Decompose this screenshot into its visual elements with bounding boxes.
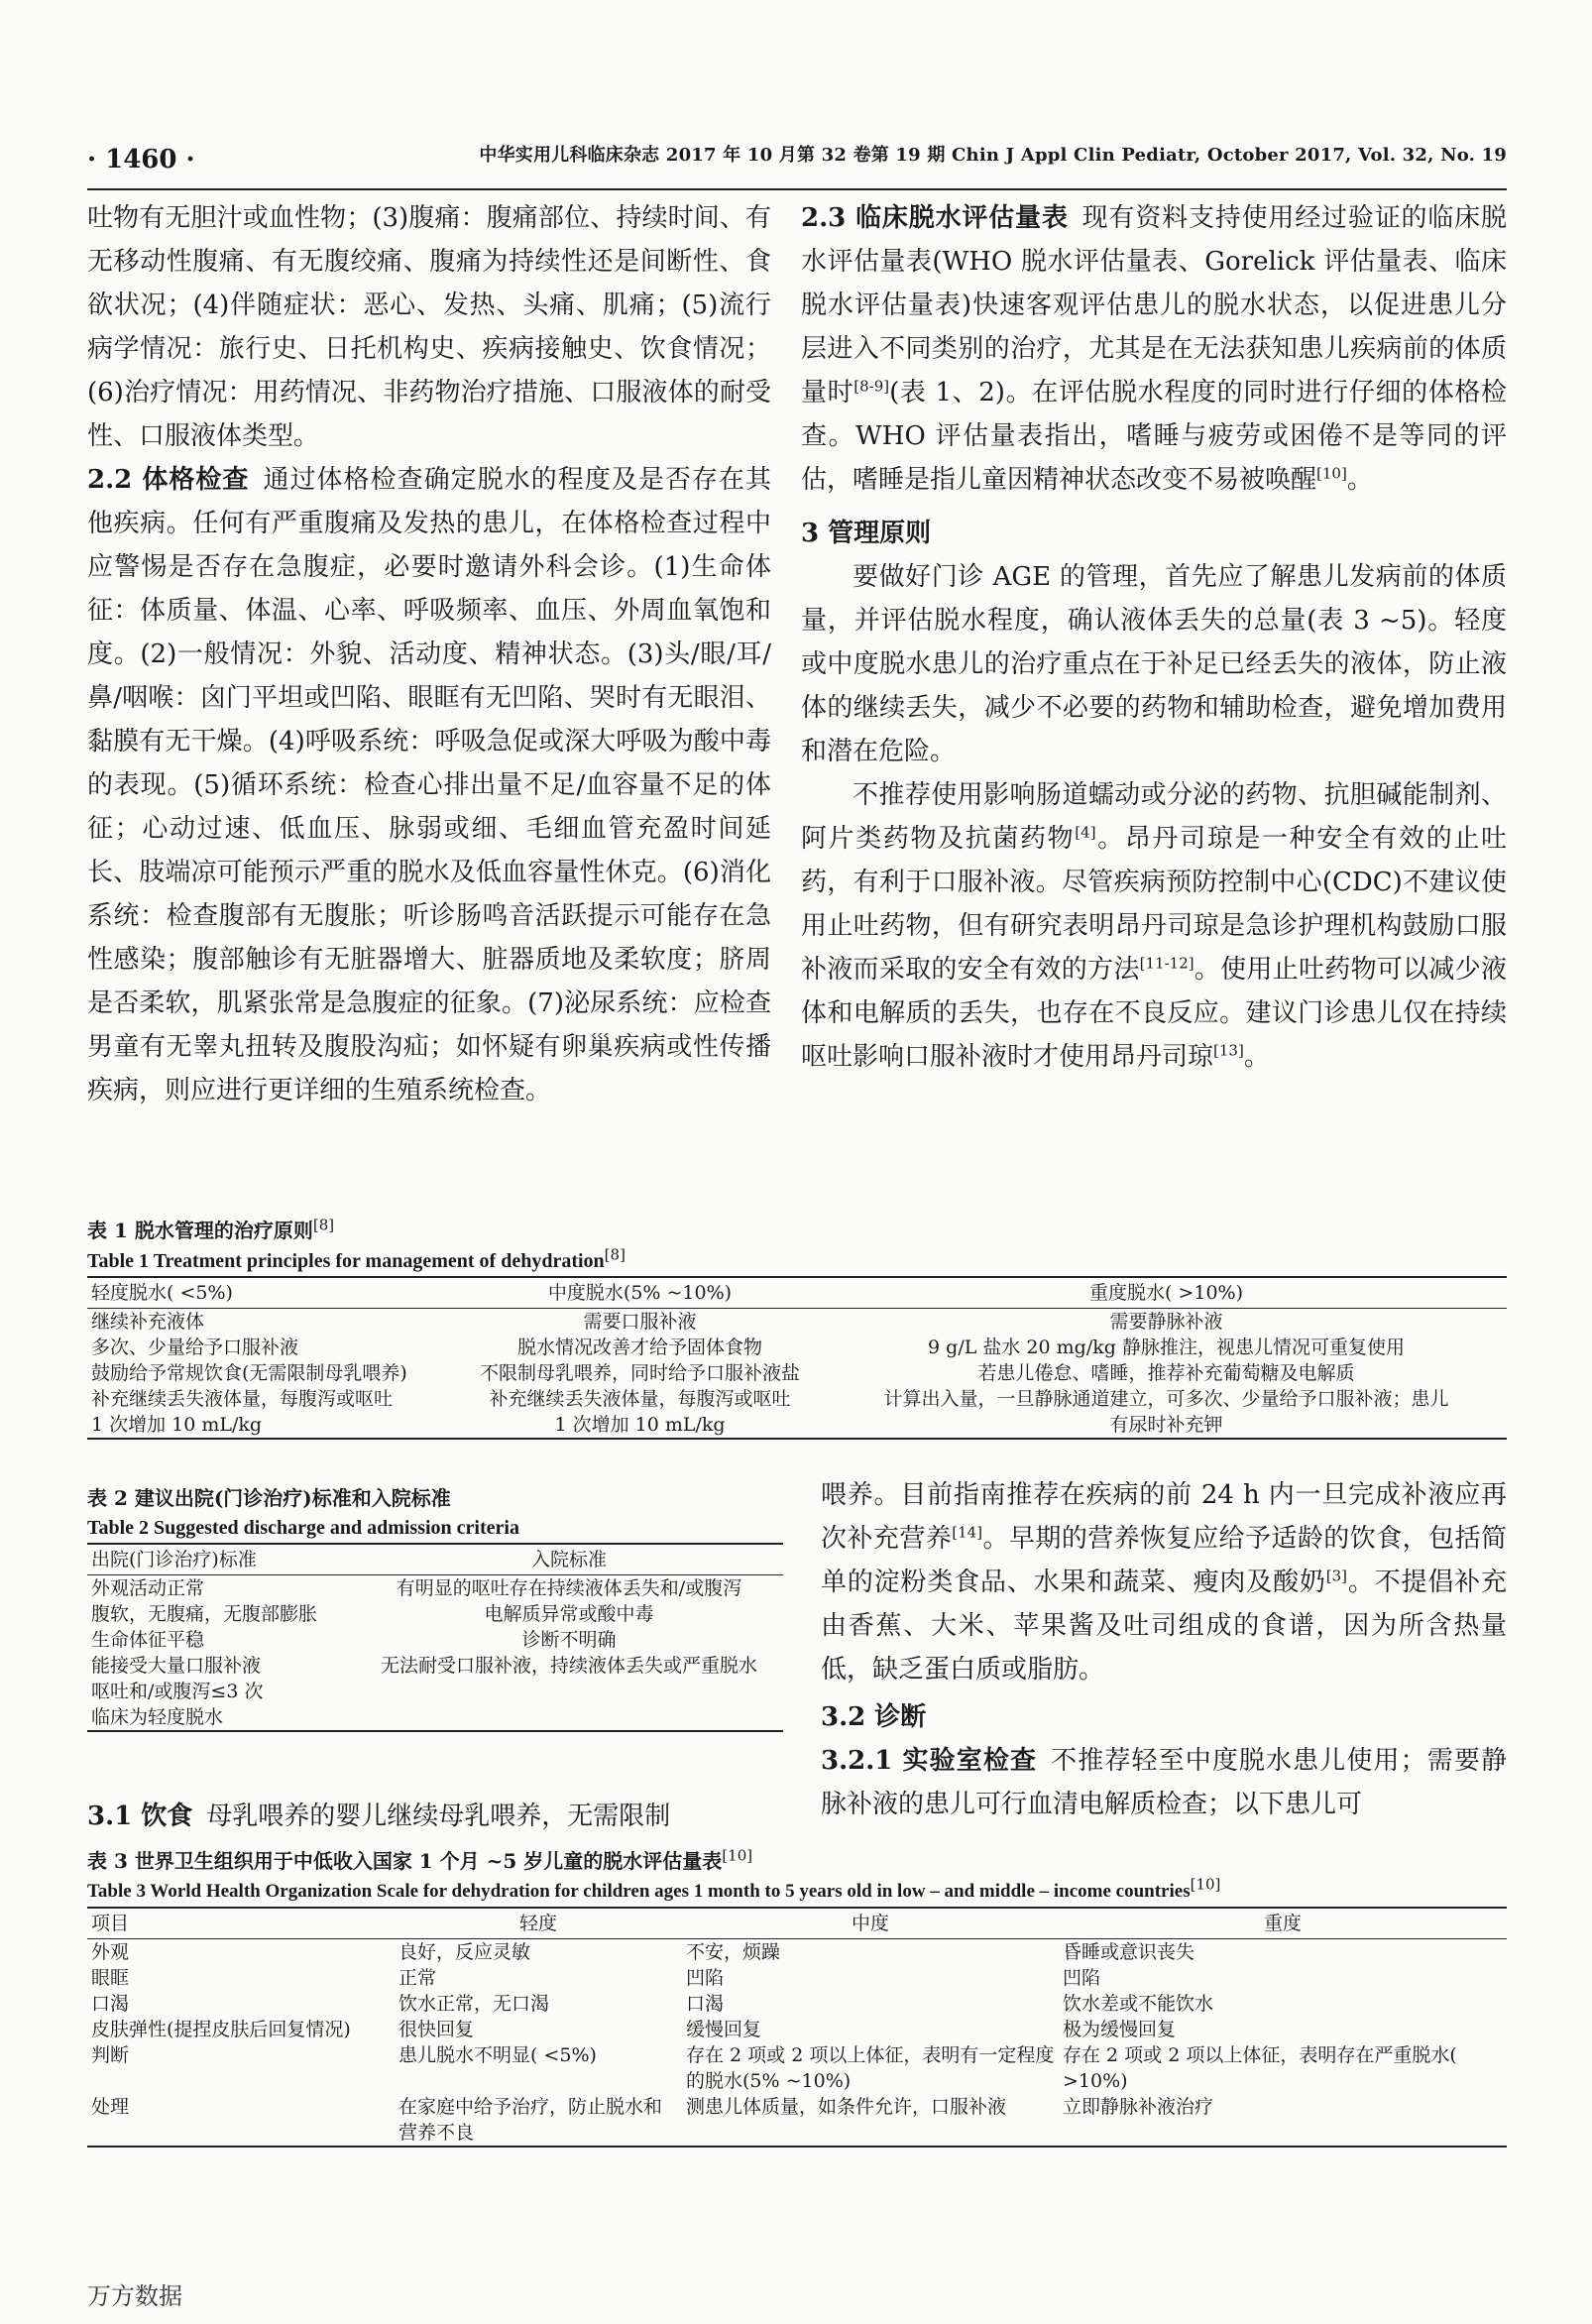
table-cell: 外观 [91,1941,130,1963]
page-number: · 1460 · [87,145,195,174]
citation: [10] [1316,464,1347,483]
table-3 [87,1846,1507,2148]
table-header-cell: 轻度脱水( <5%) [87,1277,454,1309]
table-cell: 能接受大量口服补液 [91,1655,262,1677]
table-cell: 外观活动正常 [91,1577,205,1599]
table-cell [355,1704,783,1731]
citation: [11-12] [1139,954,1194,973]
table-cell: 若患儿倦怠、嗜睡，推荐补充葡萄糖及电解质 [977,1362,1355,1384]
table-row [87,2042,1507,2094]
table-cell: 不限制母乳喂养，同时给予口服补液盐 [479,1362,800,1384]
section-3-2-1: 3.2.1 实验室检查 不推荐轻至中度脱水患儿使用；需要静脉补液的患儿可行血清电解质检查；以下患儿可 [821,1746,1507,1819]
table-row [87,1704,783,1731]
table-cell: 处理 [87,2094,395,2147]
history-list-paragraph: 吐物有无胆汁或血性物；(3)腹痛：腹痛部位、持续时间、有无移动性腹痛、有无腹绞痛、腹痛为持续性还是间断性、食欲状况；(4)伴随症状：恶心、发热、头痛、肌痛；(5)流行病学情况：旅行史、日托机构史、疾病接触史、饮食情况；(6)治疗情况：用药情况、非药物治疗措施、口服液体的耐受性、口服液体类型。 [87,203,771,451]
table-header-cell: 重度 [1059,1908,1507,1939]
table-cell: 口渴 [686,1993,725,2015]
table-row [87,2094,1507,2147]
table-cell: 饮水差或不能饮水 [1063,1993,1214,2015]
table-row [87,1601,783,1627]
table-row [87,1991,1507,2017]
table-cell: 眼眶 [91,1967,130,1989]
table-cell: 临床为轻度脱水 [87,1704,355,1731]
section-3-heading: 3 管理原则 [801,519,932,548]
table-cell: 存在 2 项或 2 项以上体征，表明存在严重脱水( >10%) [1063,2044,1457,2092]
table-cell: 补充继续丢失液体量，每腹泻或呕吐 [91,1388,394,1410]
table-row [87,1627,783,1653]
table-cell: 生命体征平稳 [91,1629,205,1651]
table-cell: 凹陷 [686,1967,725,1989]
table-row [87,1335,1507,1360]
table-header-cell: 轻度 [395,1908,682,1939]
section-3-2-heading: 3.2 诊断 [821,1702,927,1732]
table-cell: 有明显的呕吐存在持续液体丢失和/或腹泻 [396,1577,742,1599]
table-2-caption: 表 2 建议出院(门诊治疗)标准和入院标准 Table 2 Suggested discharge and admission criteria [87,1486,519,1539]
table-cell: 腹软，无腹痛，无腹部膨胀 [91,1603,318,1625]
table-cell: 在家庭中给予治疗，防止脱水和营养不良 [395,2094,682,2147]
table-cell: 不安，烦躁 [686,1941,781,1963]
table-3-caption: 表 3 世界卫生组织用于中低收入国家 1 个月 ~5 岁儿童的脱水评估量表[10] Table 3 World Health Organization Scale for dehydration for children ages 1 month to 5 years old in low – and middle – income countries[10] [87,1846,1221,1902]
table-header-cell: 中度脱水(5% ~10%) [454,1277,826,1309]
table-header-cell: 项目 [87,1908,395,1939]
table-cell [355,1679,783,1704]
table-cell: 脱水情况改善才给予固体食物 [516,1336,762,1358]
journal-running-head: 中华实用儿科临床杂志 2017 年 10 月第 32 卷第 19 期 Chin J Appl Clin Pediatr, October 2017, Vol. 32, No. 19 [479,145,1507,166]
table-1-grid [87,1276,1507,1440]
table-row [87,2017,1507,2042]
table-row [87,1386,1507,1412]
table-cell: 皮肤弹性(提捏皮肤后回复情况) [91,2019,351,2040]
table-cell: 无法耐受口服补液，持续液体丢失或严重脱水 [380,1655,757,1677]
table-cell: 1 次增加 10 mL/kg [454,1412,826,1439]
section-2-2-heading: 2.2 体格检查 [87,465,250,495]
page-header [87,137,1507,190]
table-cell: 诊断不明确 [521,1629,617,1651]
table-2 [87,1483,783,1732]
table-cell: 计算出入量，一旦静脉通道建立，可多次、少量给予口服补液；患儿 [883,1388,1449,1410]
management-paragraph-1: 要做好门诊 AGE 的管理，首先应了解患儿发病前的体质量，并评估脱水程度，确认液体丢失的总量(表 3 ~5)。轻度或中度脱水患儿的治疗重点在于补足已经丢失的液体，防止液体的继续丢失，减少不必要的药物和辅助检查，避免增加费用和潜在危险。 [801,562,1507,766]
citation: [13] [1213,1041,1244,1060]
table-3-grid [87,1907,1507,2148]
table-cell: 很快回复 [398,2019,475,2040]
table-cell: 凹陷 [1063,1967,1101,1989]
table-header-cell: 中度 [682,1908,1059,1939]
table-cell: 极为缓慢回复 [1063,2019,1177,2040]
nutrition-paragraph: 喂养。目前指南推荐在疾病的前 24 h 内一旦完成补液应再次补充营养[14]。早期的营养恢复应给予适龄的饮食，包括简单的淀粉类食品、水果和蔬菜、瘦肉及酸奶[3]。不提倡补充由香蕉、大米、苹果酱及吐司组成的食谱，因为所含热量低，缺乏蛋白质或脂肪。 [821,1480,1507,1685]
table-cell: 呕吐和/或腹泻≤3 次 [91,1681,264,1702]
table-cell: 缓慢回复 [686,2019,762,2040]
table-cell: 正常 [398,1967,437,1989]
section-3-1-heading: 3.1 饮食 [87,1801,193,1831]
section-2-3-heading: 2.3 临床脱水评估量表 [801,203,1069,233]
table-cell: 1 次增加 10 mL/kg [87,1412,454,1439]
section-3-1: 3.1 饮食 母乳喂养的婴儿继续母乳喂养，无需限制 [87,1801,671,1831]
citation: [3] [1325,1567,1347,1585]
table-cell: 测患儿体质量，如条件允许，口服补液 [682,2094,1059,2147]
table-cell: 鼓励给予常规饮食(无需限制母乳喂养) [91,1362,407,1384]
table-cell: 补充继续丢失液体量，每腹泻或呕吐 [489,1388,791,1410]
table-cell: 需要口服补液 [583,1311,697,1333]
right-column [801,196,1507,1079]
table-row [87,1965,1507,1991]
table-cell: 存在 2 项或 2 项以上体征，表明有一定程度的脱水(5% ~10%) [686,2044,1055,2092]
table-cell: 良好，反应灵敏 [398,1941,531,1963]
table-cell: 饮水正常，无口渴 [398,1993,550,2015]
table-row [87,1360,1507,1386]
table-header-cell: 入院标准 [355,1544,783,1575]
table-cell: 昏睡或意识丧失 [1063,1941,1195,1963]
table-row [87,1309,1507,1336]
right-column-lower [821,1473,1507,1826]
management-paragraph-2: 不推荐使用影响肠道蠕动或分泌的药物、抗胆碱能制剂、阿片类药物及抗菌药物[4]。昂丹司琼是一种安全有效的止吐药，有利于口服补液。尽管疾病预防控制中心(CDC)不建议使用止吐药物，但有研究表明昂丹司琼是急诊护理机构鼓励口服补液而采取的安全有效的方法[11-12]。使用止吐药物可以减少液体和电解质的丢失，也存在不良反应。建议门诊患儿仅在持续呕吐影响口服补液时才使用昂丹司琼[13]。 [801,780,1507,1072]
table-cell: 有尿时补充钾 [826,1412,1507,1439]
watermark: 万方数据 [87,2282,182,2310]
section-2-3: 2.3 临床脱水评估量表 现有资料支持使用经过验证的临床脱水评估量表(WHO 脱水评估量表、Gorelick 评估量表、临床脱水评估量表)快速客观评估患儿的脱水状态，以促进患儿分层进入不同类别的治疗，尤其是在无法获知患儿疾病前的体质量时[8-9](表 1、2)。在评估脱水程度的同时进行仔细的体格检查。WHO 评估量表指出，嗜睡与疲劳或困倦不是等同的评估，嗜睡是指儿童因精神状态改变不易被唤醒[10]。 [801,203,1507,495]
citation: [14] [952,1523,983,1542]
table-1 [87,1216,1507,1440]
table-row [87,1939,1507,1966]
table-cell: 判断 [91,2044,130,2066]
table-row [87,1412,1507,1439]
left-column [87,196,771,1112]
table-2-grid [87,1543,783,1732]
table-cell: 立即静脉补液治疗 [1059,2094,1507,2147]
table-row [87,1679,783,1704]
table-cell: 继续补充液体 [91,1311,205,1333]
table-header-cell: 出院(门诊治疗)标准 [87,1544,355,1575]
section-3-2-1-heading: 3.2.1 实验室检查 [821,1746,1038,1776]
table-cell: 口渴 [91,1993,130,2015]
table-header-cell: 重度脱水( >10%) [826,1277,1507,1309]
section-2-2-body: 通过体格检查确定脱水的程度及是否存在其他疾病。任何有严重腹痛及发热的患儿，在体格检查过程中应警惕是否存在急腹症，必要时邀请外科会诊。(1)生命体征：体质量、体温、心率、呼吸频率、血压、外周血氧饱和度。(2)一般情况：外貌、活动度、精神状态。(3)头/眼/耳/鼻/咽喉：囟门平坦或凹陷、眼眶有无凹陷、哭时有无眼泪、黏膜有无干燥。(4)呼吸系统：呼吸急促或深大呼吸为酸中毒的表现。(5)循环系统：检查心排出量不足/血容量不足的体征；心动过速、低血压、脉弱或细、毛细血管充盈时间延长、肢端凉可能预示严重的脱水及低血容量性休克。(6)消化系统：检查腹部有无腹胀；听诊肠鸣音活跃提示可能存在急性感染；腹部触诊有无脏器增大、脏器质地及柔软度；脐周是否柔软，肌紧张常是急腹症的征象。(7)泌尿系统：应检查男童有无睾丸扭转及腹股沟疝；如怀疑有卵巢疾病或性传播疾病，则应进行更详细的生殖系统检查。 [87,465,771,1105]
table-row [87,1575,783,1602]
table-cell: 多次、少量给予口服补液 [91,1336,299,1358]
table-1-caption: 表 1 脱水管理的治疗原则[8] Table 1 Treatment principles for management of dehydration[8] [87,1216,625,1272]
citation: [8-9] [853,377,890,396]
table-cell: 需要静脉补液 [1109,1311,1223,1333]
table-cell: 电解质异常或酸中毒 [484,1603,654,1625]
citation: [4] [1075,823,1096,842]
table-cell: 患儿脱水不明显( <5%) [398,2044,597,2066]
table-row [87,1653,783,1679]
table-cell: 9 g/L 盐水 20 mg/kg 静脉推注，视患儿情况可重复使用 [928,1336,1405,1358]
section-2-2 [87,458,771,1112]
